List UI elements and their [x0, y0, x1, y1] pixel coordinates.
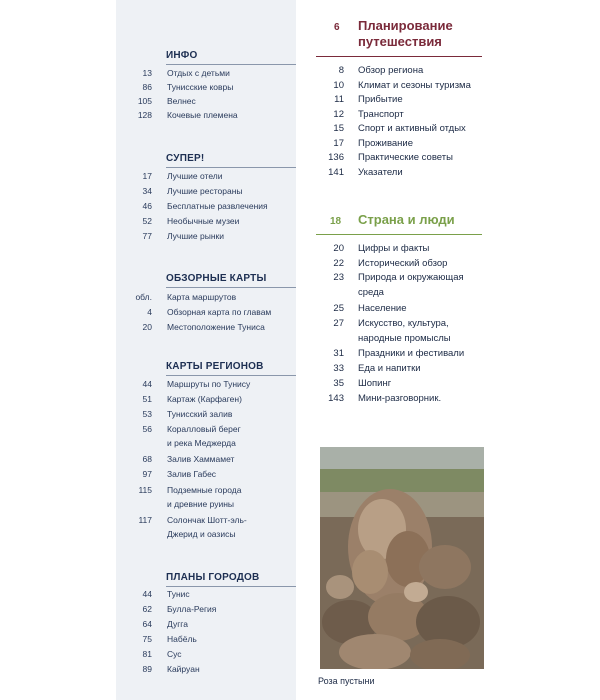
entry-text: Лучшие рестораны: [167, 186, 243, 196]
chapter-rule: [316, 56, 482, 57]
desert-rose-illustration: [320, 447, 484, 669]
entry-text: и древние руины: [167, 499, 235, 509]
page-number: 117: [138, 515, 152, 525]
toc-row[interactable]: [116, 66, 296, 80]
page-number: 105: [137, 96, 152, 106]
entry-text: Подземные города: [167, 485, 242, 495]
page-number: 17: [142, 171, 152, 181]
page-number: 89: [142, 664, 152, 674]
toc-row[interactable]: [116, 422, 296, 436]
entry-text: Обзор региона: [358, 65, 424, 76]
page-number: 4: [147, 307, 152, 317]
desert-rose-photo: [320, 447, 484, 669]
entry-text: Праздники и фестивали: [358, 348, 465, 359]
toc-row[interactable]: [116, 647, 296, 661]
entry-text: Бесплатные развлечения: [167, 201, 268, 211]
chapter-number: 6: [334, 22, 340, 33]
page-number: 52: [142, 216, 152, 226]
entry-line: Природа и окружающая: [358, 272, 464, 283]
page-number: 51: [142, 394, 152, 404]
chapter-title-line: путешествия: [358, 34, 442, 49]
toc-row[interactable]: [116, 587, 296, 601]
entry-text: Климат и сезоны туризма: [358, 79, 471, 91]
toc-row-continued: [116, 497, 296, 511]
page-number: 56: [142, 424, 152, 434]
entry-text: Обзорная карта по главам: [167, 307, 272, 317]
toc-row[interactable]: [116, 214, 296, 228]
page-number: 136: [328, 152, 344, 163]
toc-row[interactable]: [116, 169, 296, 183]
entry-text: Практические советы: [358, 152, 453, 163]
section-title: ИНФО: [166, 50, 198, 61]
entry-text: Солончак Шотт-эль-: [167, 515, 247, 525]
entry-text: Тунисский залив: [167, 409, 233, 419]
page-number: 23: [333, 272, 344, 283]
photo-caption: Роза пустыни: [318, 676, 375, 686]
page-number: 13: [142, 68, 152, 78]
entry-text: Население: [358, 303, 407, 314]
toc-row[interactable]: [116, 305, 296, 319]
entry-text: [358, 317, 484, 346]
entry-line: среда: [358, 286, 384, 298]
chapter-rule: [316, 234, 482, 235]
page-number: 97: [142, 469, 152, 479]
entry-text: Отдых с детьми: [167, 68, 230, 78]
entry-text: Велнес: [167, 96, 196, 106]
toc-row[interactable]: [116, 513, 296, 527]
page-number: 15: [333, 123, 344, 134]
section-title: ОБЗОРНЫЕ КАРТЫ: [166, 273, 267, 284]
section-rule: [166, 375, 296, 376]
page-number: 86: [142, 82, 152, 92]
entry-text: Тунисские ковры: [167, 82, 234, 92]
toc-row[interactable]: [116, 467, 296, 481]
entry-text: Кайруан: [167, 664, 200, 674]
entry-text: Сус: [167, 649, 182, 659]
toc-row-continued: [116, 436, 296, 450]
entry-text: [358, 271, 484, 300]
entry-text: Лучшие рынки: [167, 231, 225, 241]
page-number: 64: [142, 619, 152, 629]
page-number: 81: [142, 649, 152, 659]
entry-text: Дугга: [167, 619, 188, 629]
toc-row[interactable]: [116, 377, 296, 391]
entry-text: Залив Хаммамет: [167, 454, 235, 464]
page-number: 141: [328, 166, 344, 178]
toc-row[interactable]: [116, 632, 296, 646]
entry-text: Исторический обзор: [358, 257, 448, 269]
entry-text: Необычные музеи: [167, 216, 240, 226]
page-number: 34: [142, 186, 152, 196]
entry-text: Набёль: [167, 634, 197, 644]
toc-row[interactable]: [116, 452, 296, 466]
entry-text: Транспорт: [358, 108, 404, 120]
entry-text: Мини-разговорник.: [358, 393, 442, 404]
entry-text: Джерид и оазисы: [167, 529, 236, 539]
left-column: [116, 0, 296, 700]
toc-row[interactable]: [116, 94, 296, 108]
entry-text: Кочевые племена: [167, 110, 238, 120]
page-number: 20: [142, 322, 152, 332]
page-number: 27: [333, 318, 344, 329]
entry-text: и река Меджерда: [167, 438, 236, 448]
page-number: 62: [142, 604, 152, 614]
section-rule: [166, 287, 296, 288]
entry-line: Искусство, культура,: [358, 318, 449, 329]
chapter-title[interactable]: Страна и люди: [358, 212, 455, 227]
page-number: 35: [333, 378, 344, 389]
page-number: 17: [333, 137, 344, 149]
entry-text: Местоположение Туниса: [167, 322, 265, 332]
entry-text: Цифры и факты: [358, 243, 430, 254]
page-number: 128: [137, 110, 152, 120]
page-number: 68: [142, 454, 152, 464]
page-number: 115: [138, 485, 152, 495]
entry-line: народные промыслы: [358, 332, 451, 344]
toc-row[interactable]: [116, 602, 296, 616]
page-number: 33: [333, 363, 344, 374]
section-rule: [166, 167, 296, 168]
entry-text: Карта маршрутов: [167, 292, 237, 302]
section-title: ПЛАНЫ ГОРОДОВ: [166, 572, 260, 583]
page-number: 75: [142, 634, 152, 644]
entry-text: Лучшие отели: [167, 171, 223, 181]
entry-text: Шопинг: [358, 378, 392, 389]
chapter-title-line: Планирование: [358, 18, 453, 33]
entry-text: Проживание: [358, 137, 414, 149]
page-number: 10: [333, 79, 344, 91]
toc-row[interactable]: [116, 108, 296, 122]
page-number: 12: [333, 108, 344, 120]
toc-row[interactable]: [116, 320, 296, 334]
page-number: обл.: [135, 292, 152, 302]
toc-row[interactable]: [116, 483, 296, 497]
toc-row[interactable]: [116, 229, 296, 243]
section-title: КАРТЫ РЕГИОНОВ: [166, 361, 264, 372]
toc-row[interactable]: [116, 392, 296, 406]
entry-text: Залив Габес: [167, 469, 217, 479]
page-number: 53: [142, 409, 152, 419]
toc-row[interactable]: [116, 662, 296, 676]
page-number: 25: [333, 303, 344, 314]
entry-text: Указатели: [358, 166, 403, 178]
page-number: 20: [333, 243, 344, 254]
chapter-number: 18: [330, 216, 342, 227]
toc-row-continued: [116, 527, 296, 541]
entry-text: Спорт и активный отдых: [358, 123, 466, 134]
toc-row[interactable]: [116, 199, 296, 213]
entry-text: Маршруты по Тунису: [167, 379, 251, 389]
toc-row[interactable]: [116, 290, 296, 304]
page-number: 46: [142, 201, 152, 211]
page-number: 8: [338, 65, 344, 76]
page-number: 143: [328, 393, 344, 404]
entry-text: Тунис: [167, 589, 190, 599]
page-number: 44: [142, 589, 152, 599]
entry-text: Картаж (Карфаген): [167, 394, 242, 404]
section-title: СУПЕР!: [166, 153, 205, 164]
toc-row[interactable]: [116, 80, 296, 94]
toc-row[interactable]: [116, 617, 296, 631]
section-rule: [166, 64, 296, 65]
page-number: 77: [142, 231, 152, 241]
toc-row[interactable]: [116, 184, 296, 198]
entry-text: Прибытие: [358, 94, 403, 105]
entry-text: Булла-Регия: [167, 604, 217, 614]
chapter-title[interactable]: [358, 18, 453, 50]
toc-row[interactable]: [116, 407, 296, 421]
page-number: 22: [333, 257, 344, 269]
page-number: 44: [142, 379, 152, 389]
page-number: 11: [334, 94, 344, 105]
entry-text: Еда и напитки: [358, 363, 421, 374]
entry-text: Коралловый берег: [167, 424, 241, 434]
page-number: 31: [333, 348, 344, 359]
